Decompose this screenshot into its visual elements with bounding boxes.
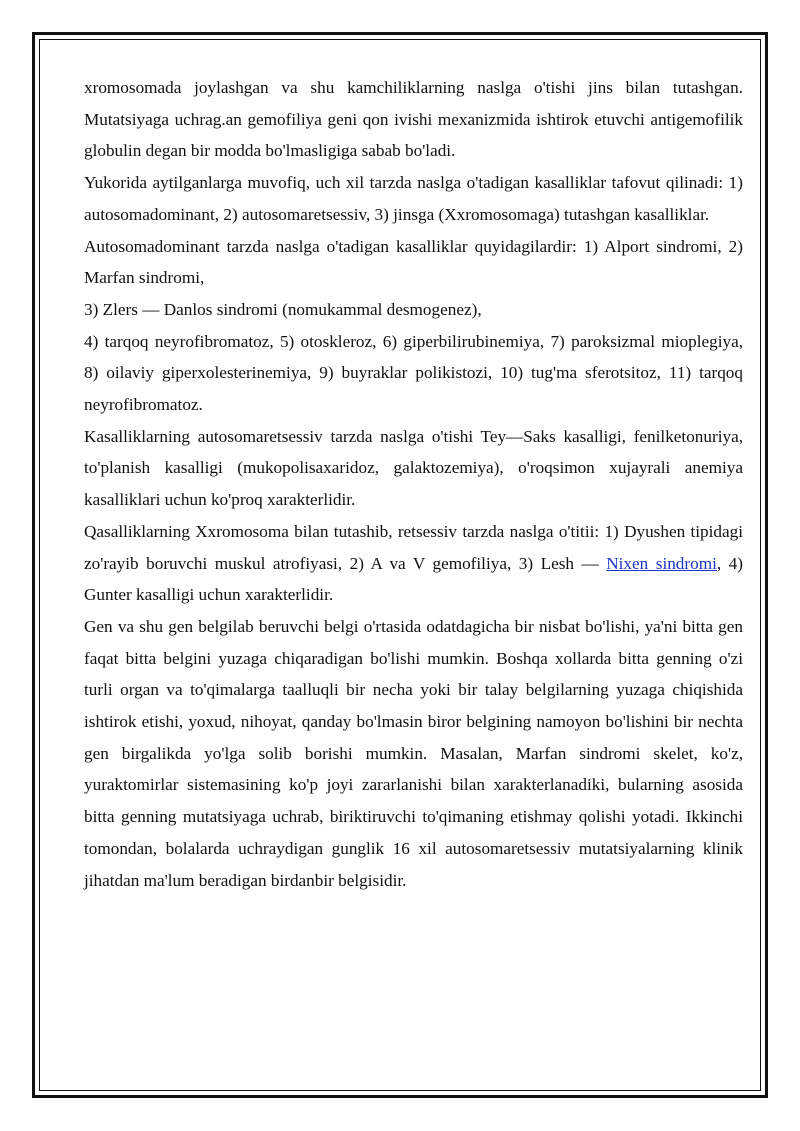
nixen-sindromi-link[interactable]: Nixen sindromi <box>606 553 717 573</box>
paragraph-autosomal-recessive: Kasalliklarning autosomaretsessiv tarzda naslga o'tishi Tey—Saks kasalligi, fenilketonuriya, to'planish kasalligi (mukopolisaxaridoz, galaktozemiya), o'roqsimon xujayrali anemiya kasalliklari uchun ko'proq xarakterlidir. <box>84 426 743 510</box>
document-body <box>84 72 743 896</box>
paragraph-gene-trait: Gen va shu gen belgilab beruvchi belgi o'rtasida odatdagicha bir nisbat bo'lishi, ya'ni bitta gen faqat bitta belgini yuzaga chiqaradigan bo'lishi mumkin. Boshqa xollarda bitta genning o'zi turli organ va to'qimalarga taalluqli bir necha yoki bir talay belgilarning yuzaga chiqishida ishtirok etishi, yoxud, nihoyat, qanday bo'lmasin biror belgining namoyon bo'lishini bir nechta gen birgalikda yo'lga solib borishi mumkin. Masalan, Marfan sindromi skelet, ko'z, yuraktomirlar sistemasining ko'p joyi zararlanishi bilan xarakterlanadiki, bularning asosida bitta genning mutatsiyaga uchrab, biriktiruvchi to'qimaning etishmay qolishi yotadi. Ikkinchi tomondan, bolalarda uchraydigan gunglik 16 xil autosomaretsessiv mutatsiyalarning klinik jihatdan ma'lum beradigan birdanbir belgisidir. <box>84 616 743 890</box>
x-linked-text-before: Qasalliklarning Xxromosoma bilan tutashib, retsessiv tarzda naslga o'titii: 1) Dyushen tipidagi zo'rayib boruvchi muskul atrofiyasi, 2) A va V gemofiliya, 3) Lesh — <box>84 521 743 573</box>
paragraph-classification: Yukorida aytilganlarga muvofiq, uch xil tarzda naslga o'tadigan kasalliklar tafovut qilinadi: 1) autosomadominant, 2) autosomaretsessiv, 3) jinsga (Xxromosomaga) tutashgan kasalliklar. <box>84 173 743 224</box>
paragraph-dominant-list: 4) tarqoq neyrofibromatoz, 5) otoskleroz, 6) giperbilirubinemiya, 7) paroksizmal mioplegiya, 8) oilaviy giperxolesterinemiya, 9) buyraklar polikistozi, 10) tug'ma sferotsitoz, 11) tarqoq neyrofibromatoz. <box>84 331 743 415</box>
paragraph-zlers-danlos: 3) Zlers — Danlos sindromi (nomukammal desmogenez), <box>84 299 482 319</box>
paragraph-autosomal-dominant: Autosomadominant tarzda naslga o'tadigan kasalliklar quyidagilardir: 1) Alport sindromi, 2) Marfan sindromi, <box>84 236 743 288</box>
paragraph-x-linked <box>84 516 743 611</box>
x-linked-text-after: , 4) Gunter kasalligi uchun xarakterlidir. <box>84 553 744 605</box>
paragraph-gemofiliya: xromosomada joylashgan va shu kamchiliklarning naslga o'tishi jins bilan tutashgan. Mutatsiyaga uchrag.an gemofiliya geni qon ivishi mexanizmida ishtirok etuvchi antigemofilik globulin degan bir modda bo'lmasligiga sabab bo'ladi. <box>84 78 743 161</box>
